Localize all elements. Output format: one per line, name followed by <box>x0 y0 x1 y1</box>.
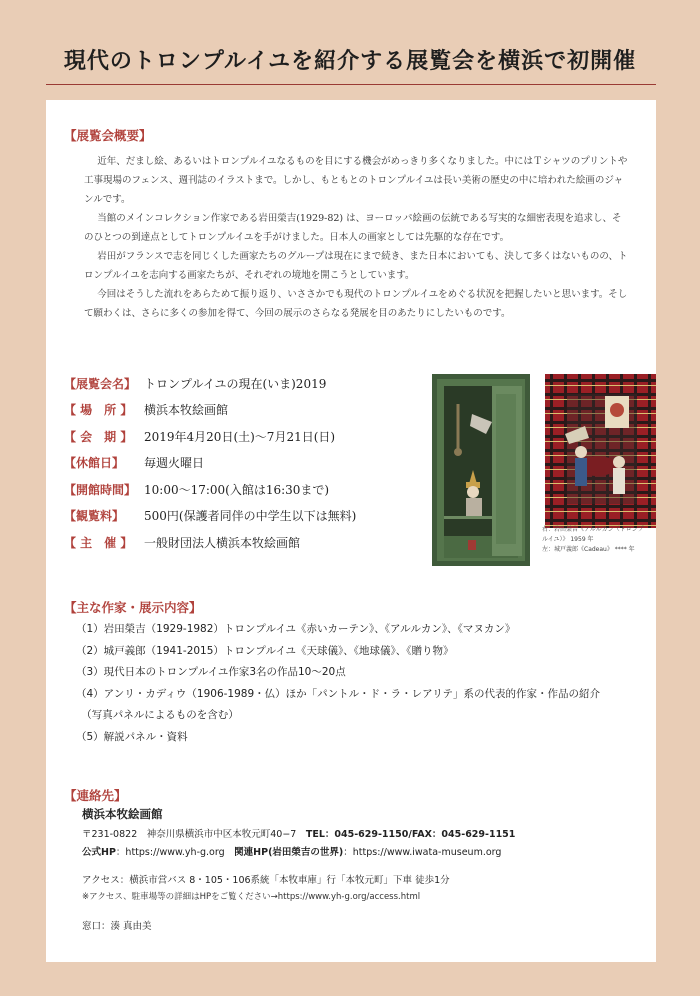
caption-line: 右：岩田榮吉《アルルカン（トロンプ <box>542 526 644 533</box>
overview-paragraph: 近年、だまし絵、あるいはトロンプルイユなるものを目にする機会がめっきり多くなりました。中にはＴシャツのプリントや工事現場のフェンス、週刊誌のイラストまで。しかし、もともとのトロンプルイユは長い美術の歴史の中に培われた絵画のジャンルです。 <box>84 156 628 205</box>
detail-value: 10:00～17:00(入館は16:30まで) <box>144 482 330 497</box>
artwork-caption <box>542 525 654 555</box>
detail-label: 【展覧会名】 <box>64 376 137 391</box>
caption-line: ルイユ）》 1959 年 <box>542 536 594 543</box>
overview-paragraph: 当館のメインコレクション作家である岩田榮吉(1929-82) は、ヨーロッパ絵画の伝統である写実的な細密表現を追求し、そのひとつの到達点としてトロンプルイユを手がけました。日本人の画家としては先駆的な存在です。 <box>84 213 622 243</box>
detail-value: 500円(保護者同伴の中学生以下は無料) <box>144 509 357 524</box>
detail-label: 【 主 催 】 <box>64 535 133 550</box>
contact-heading: 【連絡先】 <box>64 788 127 803</box>
detail-row-period <box>64 423 444 450</box>
detail-row-closed <box>64 450 444 477</box>
detail-row-venue <box>64 397 444 424</box>
title-divider <box>46 84 656 85</box>
works-item: （5）解説パネル・資料 <box>76 730 188 743</box>
contact-name: 横浜本牧絵画館 <box>82 807 163 821</box>
detail-value: 毎週火曜日 <box>144 456 205 471</box>
artwork-cadeau-image <box>432 374 530 566</box>
contact-phone-fax: TEL：045-629-1150/FAX：045-629-1151 <box>305 829 516 840</box>
detail-value: トロンプルイユの現在(いま)2019 <box>144 376 327 391</box>
page-title: 現代のトロンプルイユを紹介する展覧会を横浜で初開催 <box>63 48 637 74</box>
detail-row-fee <box>64 503 444 530</box>
contact-address: 〒231-0822 神奈川県横浜市中区本牧元町40−7 <box>82 829 297 840</box>
detail-row-organizer <box>64 529 444 556</box>
access-note: ※アクセス、駐車場等の詳細はHPをご覧ください→https://www.yh-g.org/access.html <box>82 892 421 902</box>
works-item: （4）アンリ・カディウ（1906-1989・仏）ほか「パントル・ド・ラ・レアリテ」系の代表的作家・作品の紹介 <box>76 687 601 700</box>
content-sheet <box>46 100 656 962</box>
contact-window: 窓口：湊 真由美 <box>82 921 152 932</box>
detail-label: 【 会 期 】 <box>64 429 133 444</box>
works-item: （1）岩田榮吉（1929-1982）トロンプルイユ《赤いカーテン》、《アルルカン》、《マヌカン》 <box>76 623 516 636</box>
related-site-link[interactable]: ：https://www.iwata-museum.org <box>343 847 502 858</box>
overview-paragraph: 岩田がフランスで志を同じくした画家たちのグループは現在にまで続き、また日本においても、決して多くはないものの、トロンプルイユを志向する画家たちが、それぞれの境地を開こうとしています。 <box>84 251 628 281</box>
detail-label: 【開館時間】 <box>64 482 137 497</box>
works-item: （2）城戸義郎（1941-2015）トロンプルイユ《天球儀》、《地球儀》、《贈り物》 <box>76 644 454 657</box>
works-item: （写真パネルによるものを含む） <box>76 709 239 722</box>
detail-value: 一般財団法人横浜本牧絵画館 <box>144 535 301 550</box>
contact-block <box>82 806 642 936</box>
detail-row-name <box>64 370 444 397</box>
works-list <box>76 618 636 747</box>
works-item: （3）現代日本のトロンプルイユ作家3名の作品10～20点 <box>76 666 346 679</box>
related-site-label: 関連HP(岩田榮吉の世界) <box>234 847 344 858</box>
detail-row-hours <box>64 476 444 503</box>
exhibition-details <box>64 370 444 556</box>
detail-label: 【休館日】 <box>64 456 125 471</box>
works-heading: 【主な作家・展示内容】 <box>64 600 202 615</box>
official-site-label: 公式HP <box>82 847 116 858</box>
detail-value: 2019年4月20日(土)～7月21日(日) <box>144 429 336 444</box>
official-site-link[interactable]: ：https://www.yh-g.org <box>115 847 225 858</box>
detail-label: 【 場 所 】 <box>64 403 133 418</box>
caption-line: 左：城戸義郎《Cadeau》 **** 年 <box>542 546 635 553</box>
detail-value: 横浜本牧絵画館 <box>144 403 229 418</box>
artwork-harlequin-image <box>545 374 656 528</box>
detail-label: 【観覧料】 <box>64 509 125 524</box>
contact-web-line <box>82 844 642 862</box>
contact-address-line <box>82 826 642 844</box>
overview-heading: 【展覧会概要】 <box>64 128 152 143</box>
overview-paragraph: 今回はそうした流れをあらためて振り返り、いささかでも現代のトロンプルイユをめぐる状況を把握したいと思います。そして願わくは、さらに多くの参加を得て、今回の展示のさらなる発展を目のあたりにしたいものです。 <box>84 289 628 319</box>
overview-text <box>84 152 629 323</box>
access-info: アクセス：横浜市営バス 8・105・106系統「本牧車庫」行「本牧元町」下車 徒歩1分 <box>82 875 450 886</box>
